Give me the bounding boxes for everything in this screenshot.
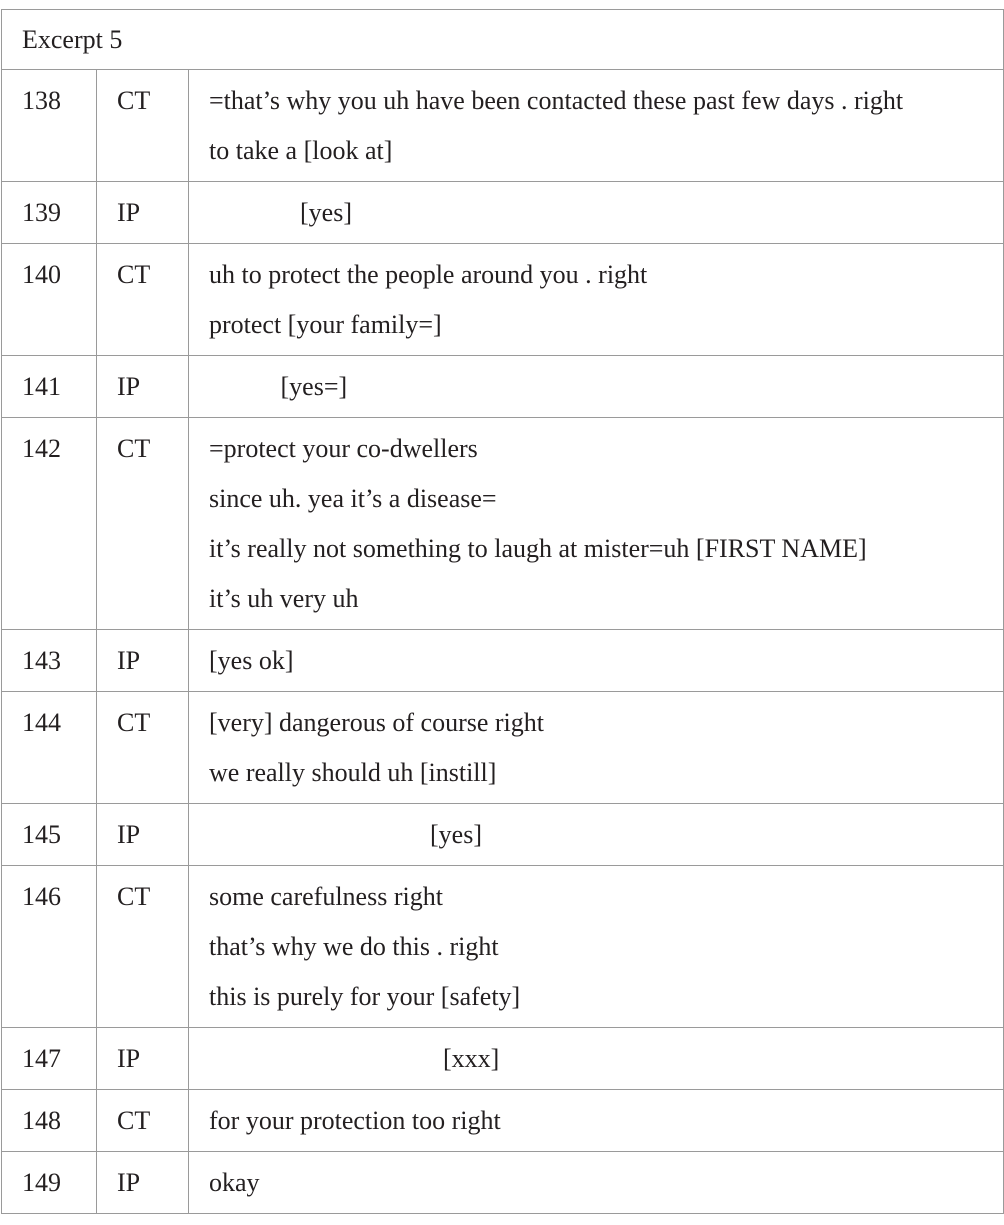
line-number: 139: [2, 182, 97, 244]
utterance-line: we really should uh [instill]: [209, 758, 497, 787]
utterance-line: some carefulness right: [209, 882, 443, 911]
line-number: 138: [2, 70, 97, 182]
speaker-label: IP: [97, 182, 189, 244]
utterance-cell: [189, 418, 1004, 630]
line-number: 145: [2, 804, 97, 866]
utterance-cell: [189, 70, 1004, 182]
utterance-cell: [189, 356, 1004, 418]
utterance-line: okay: [209, 1168, 260, 1197]
line-number: 144: [2, 692, 97, 804]
speaker-label: CT: [97, 244, 189, 356]
line-number: 142: [2, 418, 97, 630]
transcript-row: [2, 418, 1004, 630]
line-number: 141: [2, 356, 97, 418]
utterance-cell: [189, 1090, 1004, 1152]
utterance-cell: [189, 804, 1004, 866]
speaker-label: CT: [97, 418, 189, 630]
transcript-row: [2, 1090, 1004, 1152]
utterance-line: protect [your family=]: [209, 310, 442, 339]
speaker-label: IP: [97, 804, 189, 866]
transcript-row: [2, 244, 1004, 356]
utterance-line: [xxx]: [209, 1044, 500, 1073]
excerpt-table: [1, 9, 1004, 1214]
utterance-cell: [189, 1152, 1004, 1214]
transcript-row: [2, 692, 1004, 804]
line-number: 149: [2, 1152, 97, 1214]
speaker-label: IP: [97, 1028, 189, 1090]
utterance-line: [yes]: [209, 820, 482, 849]
transcript-row: [2, 356, 1004, 418]
transcript-row: [2, 630, 1004, 692]
utterance-line: this is purely for your [safety]: [209, 982, 521, 1011]
utterance-cell: [189, 866, 1004, 1028]
utterance-line: uh to protect the people around you . right: [209, 260, 648, 289]
utterance-line: for your protection too right: [209, 1106, 501, 1135]
transcript-row: [2, 866, 1004, 1028]
excerpt-body: [2, 10, 1004, 1214]
utterance-line: [yes]: [209, 198, 352, 227]
utterance-cell: [189, 244, 1004, 356]
transcript-row: [2, 182, 1004, 244]
line-number: 146: [2, 866, 97, 1028]
utterance-cell: [189, 1028, 1004, 1090]
transcript-row: [2, 804, 1004, 866]
utterance-line: that’s why we do this . right: [209, 932, 499, 961]
transcript-row: [2, 1028, 1004, 1090]
line-number: 140: [2, 244, 97, 356]
utterance-cell: [189, 182, 1004, 244]
speaker-label: CT: [97, 692, 189, 804]
speaker-label: CT: [97, 70, 189, 182]
transcript-row: [2, 70, 1004, 182]
utterance-line: [yes ok]: [209, 646, 294, 675]
utterance-cell: [189, 630, 1004, 692]
utterance-line: =protect your co-dwellers: [209, 434, 478, 463]
speaker-label: IP: [97, 356, 189, 418]
utterance-line: [very] dangerous of course right: [209, 708, 544, 737]
speaker-label: IP: [97, 1152, 189, 1214]
utterance-line: to take a [look at]: [209, 136, 393, 165]
utterance-line: [yes=]: [209, 372, 348, 401]
speaker-label: CT: [97, 866, 189, 1028]
transcript-row: [2, 1152, 1004, 1214]
utterance-line: =that’s why you uh have been contacted these past few days . right: [209, 86, 904, 115]
speaker-label: IP: [97, 630, 189, 692]
excerpt-title-row: [2, 10, 1004, 70]
utterance-cell: [189, 692, 1004, 804]
line-number: 143: [2, 630, 97, 692]
excerpt-title: Excerpt 5: [2, 10, 1004, 70]
utterance-line: it’s really not something to laugh at mister=uh [FIRST NAME]: [209, 534, 867, 563]
line-number: 148: [2, 1090, 97, 1152]
speaker-label: CT: [97, 1090, 189, 1152]
line-number: 147: [2, 1028, 97, 1090]
utterance-line: since uh. yea it’s a disease=: [209, 484, 497, 513]
utterance-line: it’s uh very uh: [209, 584, 359, 613]
